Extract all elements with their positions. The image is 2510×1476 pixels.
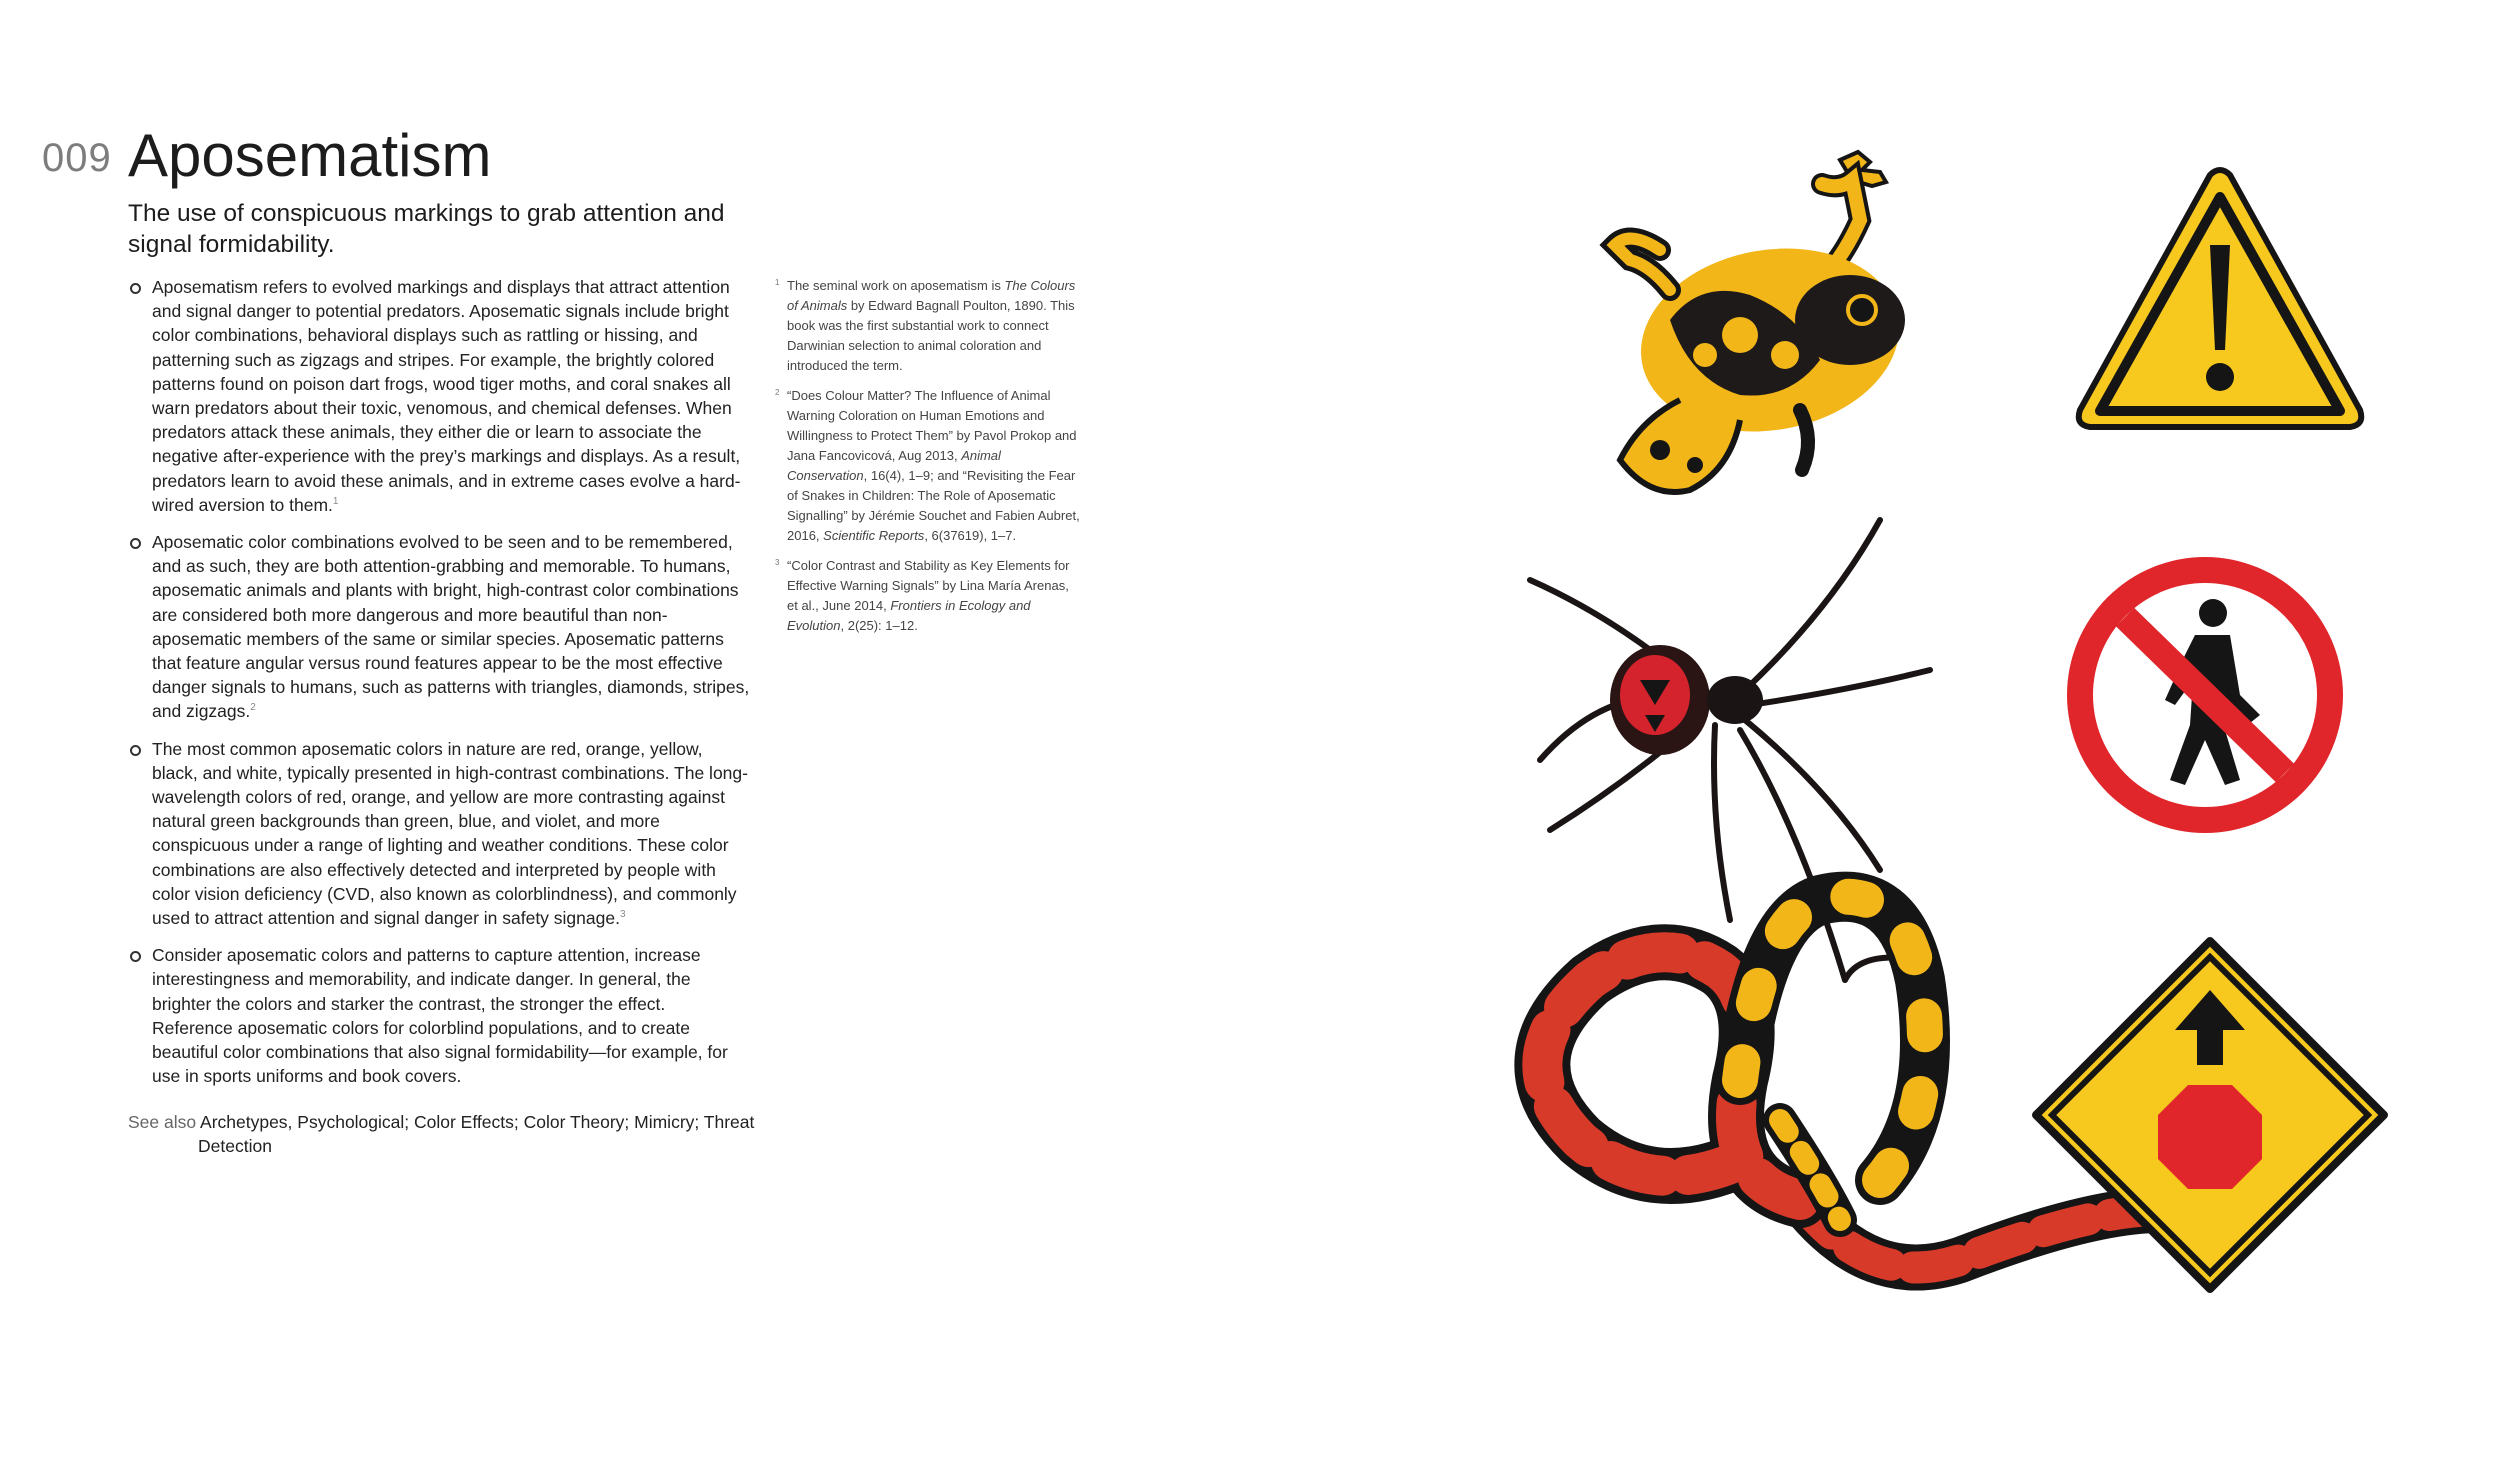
footnote-ref: 3: [619, 909, 626, 921]
bullet-paragraph: Consider aposematic colors and patterns to capture attention, increase interestingness and memorability, and indicate danger. In general, the brighter the colors and starker the contrast, the stronger the effect. Reference aposematic colors for colorblind populations, and to create beautiful color combinations that also signal formidability—for example, for use in sports uniforms and book covers.: [128, 943, 750, 1088]
footnotes: [775, 276, 1080, 646]
entry-title: Aposematism: [128, 122, 492, 189]
bullet-paragraph: Aposematism refers to evolved markings and displays that attract attention and signal danger to potential predators. Aposematic signals include bright color combinations, behavioral displays such as rattling or hissing, and patterning such as zigzags and stripes. For example, the brightly colored patterns found on poison dart frogs, wood tiger moths, and coral snakes all warn predators about their toxic, venomous, and chemical defenses. When predators attack these animals, they either die or learn to associate the negative after-experience with the prey’s markings and displays. As a result, predators learn to avoid these animals, and in extreme cases evolve a hard-wired aversion to them.$^1$: [128, 275, 750, 517]
entry-number: 009: [42, 136, 112, 180]
bullet-paragraph: Aposematic color combinations evolved to be seen and to be remembered, and as such, they are both attention-grabbing and memorable. To humans, aposematic animals and plants with bright, high-contrast color combinations are considered both more dangerous and more beautiful than non-aposematic members of the same or similar species. Aposematic patterns that feature angular versus round features appear to be the most effective danger signals to humans, such as patterns with triangles, diamonds, stripes, and zigzags.$^2$: [128, 530, 750, 724]
see-also-label: See also: [128, 1112, 197, 1132]
footnote: 3 “Color Contrast and Stability as Key Elements for Effective Warning Signals” by Lina María Arenas, et al., June 2014, Frontiers in Ecology and Evolution, 2(25): 1–12.: [775, 558, 1070, 633]
footnote-ref: 2: [250, 702, 256, 714]
bullet-paragraph: The most common aposematic colors in nature are red, orange, yellow, black, and white, typically presented in high-contrast combinations. The long-wavelength colors of red, orange, and yellow are more contrasting against natural green backgrounds than green, blue, and violet, and more conspicuous under a range of lighting and weather conditions. These color combinations are also effectively detected and interpreted by people with color vision deficiency (CVD, also known as colorblindness), and commonly used to attract attention and signal danger in safety signage.$^3$: [128, 737, 750, 931]
see-also-links: Archetypes, Psychological; Color Effects; Color Theory; Mimicry; Threat Detection: [198, 1112, 755, 1156]
frog-image: [1615, 152, 1914, 492]
body-bullets: [128, 275, 750, 1102]
footnote-ref: 1: [332, 496, 339, 507]
no-pedestrian-sign: [2067, 557, 2343, 833]
entry-subtitle: The use of conspicuous markings to grab attention and signal formidability.: [128, 200, 725, 258]
footnote: 1 The seminal work on aposematism is The Colours of Animals by Edward Bagnall Poulton, 1890. This book was the first substantial work to connect Darwinian selection to animal coloration and introduced the term.: [775, 278, 1076, 373]
aposematism-illustration: [1400, 120, 2400, 1370]
see-also: [128, 1110, 798, 1158]
warning-sign: [2079, 170, 2362, 427]
footnote: 2 “Does Colour Matter? The Influence of Animal Warning Coloration on Human Emotions and Willingness to Protect Them” by Pavol Prokop and Jana Fancovicová, Aug 2013, Animal Conservation, 16(4), 1–9; and “Revisiting the Fear of Snakes in Children: The Role of Aposematic Signalling” by Jérémie Souchet and Fabien Aubret, 2016, Scientific Reports, 6(37619), 1–7.: [775, 388, 1080, 543]
